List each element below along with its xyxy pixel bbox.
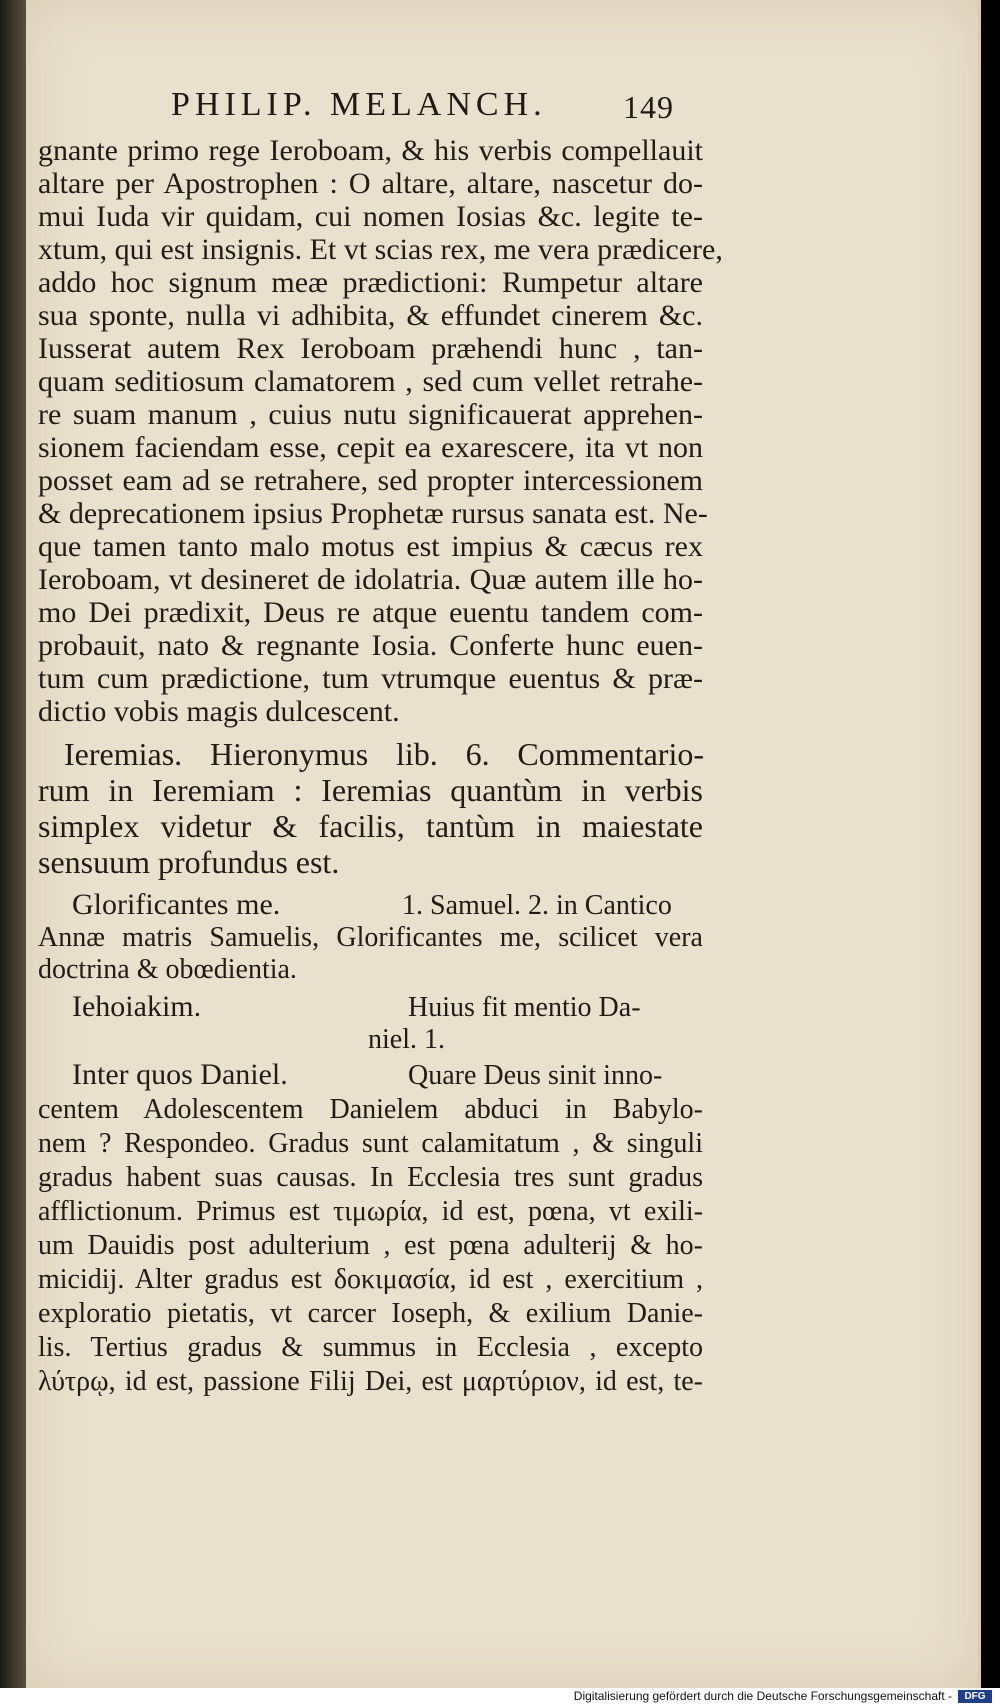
text-line: exploratio pietatis, vt carcer Ioseph, & exilium Danie- [38,1298,703,1329]
lemma-reference: Quare Deus sinit inno- [408,1060,663,1091]
lemma-reference: niel. 1. [368,1024,445,1055]
lemma-lead-line: sensuum profundus est. [38,844,340,880]
text-line: doctrina & obœdientia. [38,954,297,985]
lemma-lead-line: Ieremias. Hieronymus lib. 6. Commentario- [64,736,704,772]
text-line: posset eam ad se retrahere, sed propter intercessionem [38,464,703,497]
book-spine-edge [0,0,26,1706]
text-line: mo Dei prædixit, Deus re atque euentu tandem com- [38,596,703,629]
text-line: λύτρῳ, id est, passione Filij Dei, est μαρτύριον, id est, te- [38,1366,703,1397]
text-line: lis. Tertius gradus & summus in Ecclesia , excepto [38,1332,703,1363]
lemma-lead-line: simplex videtur & facilis, tantùm in maiestate [38,808,703,844]
lemma-heading: Inter quos Daniel. [72,1058,288,1091]
text-line: Ieroboam, vt desineret de idolatria. Quæ autem ille ho- [38,563,703,596]
text-line: gradus habent suas causas. In Ecclesia tres sunt gradus [38,1162,703,1193]
text-line: gnante primo rege Ieroboam, & his verbis compellauit [38,134,703,167]
text-line: nem ? Respondeo. Gradus sunt calamitatum , & singuli [38,1128,703,1159]
text-line: afflictionum. Primus est τιμωρία, id est, pœna, vt exili- [38,1196,703,1227]
text-line: sionem faciendam esse, cepit ea exarescere, ita vt non [38,431,703,464]
running-head: PHILIP. MELANCH. [171,86,547,123]
text-line: dictio vobis magis dulcescent. [38,695,400,728]
page-number: 149 [623,89,674,125]
lemma-heading: Iehoiakim. [72,990,202,1023]
text-line: re suam manum , cuius nutu significauerat apprehen- [38,398,703,431]
text-line: tum cum prædictione, tum vtrumque euentus & præ- [38,662,703,695]
text-line: Iusserat autem Rex Ieroboam præhendi hunc , tan- [38,332,703,365]
text-line: addo hoc signum meæ prædictioni: Rumpetur altare [38,266,703,299]
text-line: & deprecationem ipsius Prophetæ rursus sanata est. Ne- [38,497,708,530]
digitization-footer [0,1688,1000,1706]
lemma-reference: Huius fit mentio Da- [408,992,641,1023]
lemma-lead-line: rum in Ieremiam : Ieremias quantùm in verbis [38,772,703,808]
text-line: um Dauidis post adulterium , est pœna adulterij & ho- [38,1230,703,1261]
lemma-heading: Glorificantes me. [72,888,281,921]
book-page [26,0,981,1688]
text-line: quam seditiosum clamatorem , sed cum vellet retrahe- [38,365,703,398]
text-line: que tamen tanto malo motus est impius & cæcus rex [38,530,703,563]
text-line: probauit, nato & regnante Iosia. Conferte hunc euen- [38,629,703,662]
text-line: xtum, qui est insignis. Et vt scias rex, me vera prædicere, [38,233,723,266]
lemma-reference: 1. Samuel. 2. in Cantico [402,890,672,921]
text-line: sua sponte, nulla vi adhibita, & effundet cinerem &c. [38,299,703,332]
text-line: altare per Apostrophen : O altare, altare, nascetur do- [38,167,703,200]
dfg-logo: DFG [958,1690,992,1703]
funding-credit: Digitalisierung gefördert durch die Deutsche Forschungsgemeinschaft - [573,1689,952,1703]
text-line: micidij. Alter gradus est δοκιμασία, id est , exercitium , [38,1264,703,1295]
text-line: mui Iuda vir quidam, cui nomen Iosias &c. legite te- [38,200,703,233]
text-line: Annæ matris Samuelis, Glorificantes me, scilicet vera [38,922,703,953]
page-header [26,86,978,126]
text-line: centem Adolescentem Danielem abduci in Babylo- [38,1094,703,1125]
